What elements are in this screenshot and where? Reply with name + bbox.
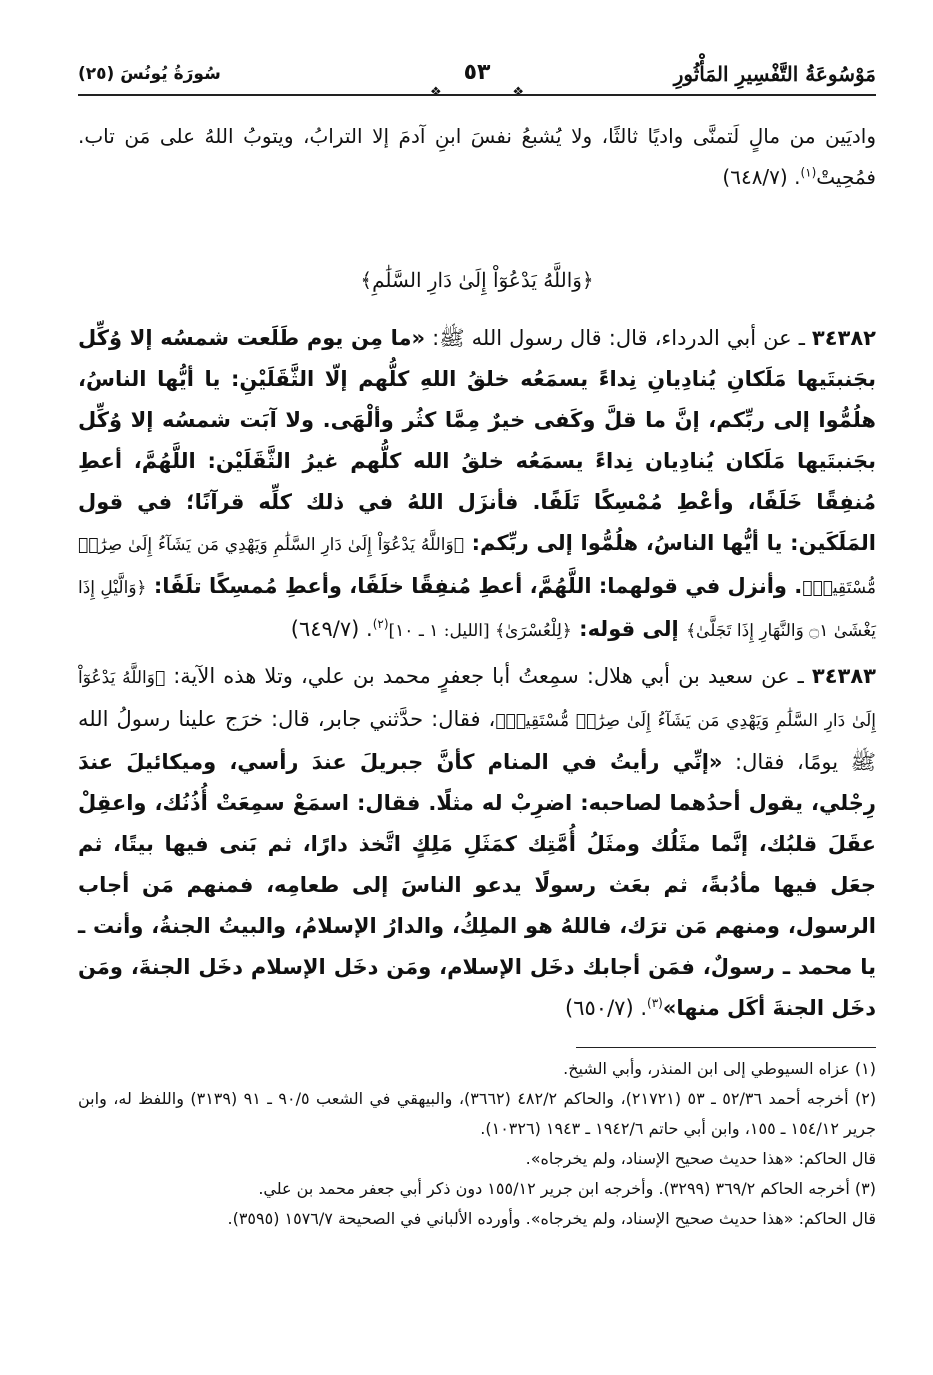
hadith-isnad: ، فقال: حدَّثني جابر، قال: خرَج علينا رسولُ الله ﷺ يومًا، فقال: [78, 707, 876, 774]
footnote: قال الحاكم: «هذا حديث صحيح الإسناد، ولم يخرجاه». [525, 1149, 876, 1168]
hadith-text: «ما مِن يوم طَلَعت شمسُه إلا وُكِّل بجَنبتَيها مَلَكانِ يُنادِيانِ نِداءً يسمَعُه خلقُ اللهِ كلُّهم إلّا الثَّقَلَيْنِ: يا أيُّها الناسُ، هلُمُّوا إلى ربِّكم، إنَّ ما قلَّ وكَفى خيرٌ مِمَّا كثُر وألْهَى. ولا آبَت شمسُه إلا وُكِّل بجَنبتَيها مَلَكان يُنادِيان نِداءً يسمَعُه خلقُ الله كلُّهم غيرُ الثَّقَلَيْن: اللَّهُمَّ، أعطِ مُنفِقًا خَلَفًا، وأعْطِ مُمْسِكًا تَلَفًا. فأنزَل اللهُ في ذلك كلِّه قرآنًا؛ في قول المَلَكَين: يا أيُّها الناسُ، هلُمُّوا إلى ربِّكم: [78, 326, 876, 555]
footnote: (٣) أخرجه الحاكم ٣٦٩/٢ (٣٢٩٩). وأخرجه ابن جرير ١٥٥/١٢ دون ذكر أبي جعفر محمد بن علي. [258, 1179, 876, 1198]
footnote-mark: (٣) [647, 996, 663, 1010]
quran-quote: ﴿وَاللَّهُ يَدْعُوٓاْ إِلَىٰ دَارِ السَّلَٰمِ وَيَهْدِي مَن يَشَآءُ إِلَىٰ صِرَٰطٖ مُّسْتَقِيمٖ﴾ [78, 535, 877, 598]
surah-reference: [الليل: ١ ـ ١٠] [388, 621, 496, 641]
footnote-rule [576, 1047, 876, 1048]
quran-quote: ﴿وَالَّيْلِ إِذَا يَغْشَىٰ ۝١ وَالنَّهَارِ إِذَا تَجَلَّىٰ﴾ [78, 578, 876, 641]
ayah-heading: ﴿وَاللَّهُ يَدْعُوٓاْ إِلَىٰ دَارِ السَّلَٰمِ﴾ [360, 268, 594, 292]
volume-reference: . (٦٥٠/٧) [565, 996, 647, 1020]
hadith-text: . وأنزل في قولهما: اللَّهُمَّ، أعطِ مُنفِقًا خلَفًا، وأعطِ مُمسِكًا تلَفًا: [146, 574, 803, 598]
hadith-isnad: ـ عن أبي الدرداء، قال: قال رسول الله ﷺ: [425, 326, 812, 350]
footnote: (١) عزاه السيوطي إلى ابن المنذر، وأبي الشيخ. [563, 1059, 876, 1078]
quran-quote: ﴿لِلْعُسْرَىٰ﴾ [495, 621, 572, 641]
ornament-icon: ❖ [512, 85, 524, 100]
hadith-entry [78, 656, 876, 1029]
header-rule [78, 94, 876, 96]
hadith-text: إلى قوله: [571, 617, 687, 641]
page-body [78, 116, 876, 1234]
surah-label: سُورَةُ يُونُسَ (٢٥) [78, 64, 221, 84]
hadith-entry [78, 318, 876, 652]
footnote-mark: (١) [800, 165, 817, 180]
hadith-number: ٣٤٣٨٢ [811, 326, 876, 350]
hadith-number: ٣٤٣٨٣ [811, 664, 876, 688]
page-header [78, 60, 876, 98]
book-title: مَوْسُوعَةُ التَّفْسِيرِ المَأْثُورِ [673, 62, 876, 86]
ornament-icon: ❖ [430, 85, 442, 100]
hadith-text: «إنِّي رأيتُ في المنام كأنَّ جبريلَ عندَ رأسي، وميكائيلَ عندَ رِجْلي، يقول أحدُهما لصاحبه: اضرِبْ له مثلًا. فقال: اسمَعْ سمِعَتْ أُذُنُك، واعقِلْ عقَلَ قلبُك، إنَّما مثَلُك ومثَلُ أُمَّتِك كمَثَلِ مَلِكٍ اتَّخذ دارًا، ثم بَنى فيها بيتًا، ثم جعَل فيها مأدُبةً، ثم بعَث رسولًا يدعو الناسَ إلى طعامِه، فمنهم مَن أجاب الرسول، ومنهم مَن ترَك، فاللهُ هو الملِكُ، والدارُ الإسلامُ، والبيتُ الجنةُ، وأنت ـ يا محمد ـ رسولٌ، فمَن أجابك دخَل الإسلام، ومَن دخَل الإسلام دخَل الجنةَ، ومَن دخَل الجنةَ أكَل منها» [78, 750, 876, 1020]
footnote-mark: (٢) [372, 617, 389, 631]
footnote: (٢) أخرجه أحمد ٥٢/٣٦ ـ ٥٣ (٢١٧٢١)، والحاكم ٤٨٢/٢ (٣٦٦٢)، والبيهقي في الشعب ٩٠/٥ ـ ٩١ (٣١٣٩) واللفظ له، وابن جرير ١٥٤/١٢ ـ ١٥٥، وابن أبي حاتم ١٩٤٢/٦ ـ ١٩٤٣ (١٠٣٢٦). [78, 1089, 877, 1138]
quran-quote: ﴿وَاللَّهُ يَدْعُوٓاْ إِلَىٰ دَارِ السَّلَٰمِ وَيَهْدِي مَن يَشَآءُ إِلَىٰ صِرَٰطٖ مُّسْتَقِيمٖ﴾ [78, 668, 876, 731]
intro-paragraph: واديَين من مالٍ لَتمنَّى واديًا ثالثًا، ولا يُشبعُ نفسَ ابنِ آدمَ إلا الترابُ، ويتوبُ اللهُ على مَن تاب. فمُحِيتْ$^{(١)}$. (٦٤٨/٧) [78, 124, 876, 189]
footnote: قال الحاكم: «هذا حديث صحيح الإسناد، ولم يخرجاه». وأورده الألباني في الصحيحة ١٥٧٦/٧ (٣٥٩٥). [227, 1209, 876, 1228]
volume-reference: . (٦٤٩/٧) [290, 617, 373, 641]
page-number: ٥٣ [463, 60, 491, 85]
hadith-isnad: ـ عن سعيد بن أبي هلال: سمِعتُ أبا جعفرٍ محمد بن علي، وتلا هذه الآية: [165, 664, 812, 688]
